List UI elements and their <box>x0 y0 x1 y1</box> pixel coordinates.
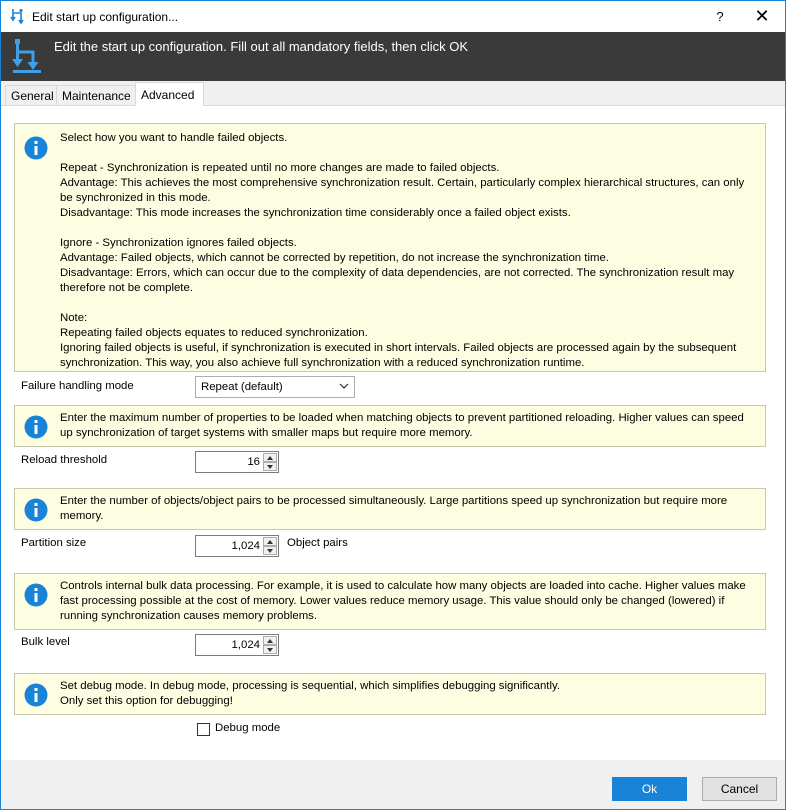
caret-up-icon <box>267 540 273 544</box>
info-line: Only set this option for debugging! <box>60 695 233 707</box>
spin-up-button[interactable] <box>263 636 277 645</box>
window-title: Edit start up configuration... <box>32 10 179 24</box>
spin-up-button[interactable] <box>263 537 277 546</box>
tab-advanced[interactable]: Advanced <box>135 82 204 106</box>
failure-handling-label: Failure handling mode <box>21 380 134 392</box>
info-line: Ignore - Synchronization ignores failed objects. <box>60 237 297 249</box>
bulk-level-value: 1,024 <box>231 639 260 651</box>
info-icon <box>24 683 48 707</box>
dialog-footer <box>1 760 785 809</box>
caret-down-icon <box>267 465 273 469</box>
info-icon <box>24 136 48 160</box>
spin-down-button[interactable] <box>263 645 277 654</box>
caret-down-icon <box>267 648 273 652</box>
banner-text: Edit the start up configuration. Fill out all mandatory fields, then click OK <box>54 39 469 54</box>
bulk-level-label: Bulk level <box>21 636 70 648</box>
partition-size-value: 1,024 <box>231 540 260 552</box>
info-line: Advantage: This achieves the most comprehensive synchronization result. Certain, particularly complex hierarchical structures, can only be synchronized in this mode. <box>60 177 745 204</box>
title-bar[interactable] <box>1 1 785 32</box>
sync-arrows-icon <box>10 8 26 24</box>
partition-size-label: Partition size <box>21 537 87 549</box>
info-line: Select how you want to handle failed objects. <box>60 132 288 144</box>
failure-handling-info <box>14 123 766 372</box>
spin-down-button[interactable] <box>263 462 277 471</box>
info-line: Repeating failed objects equates to reduced synchronization. <box>60 327 368 339</box>
chevron-down-icon <box>339 381 349 391</box>
bulk-level-spinner[interactable] <box>195 634 279 656</box>
debug-info-text <box>60 679 755 709</box>
ok-button[interactable]: Ok <box>612 777 687 801</box>
partition-size-info <box>14 488 766 530</box>
info-line: Set debug mode. In debug mode, processing is sequential, which simplifies debugging significantly. <box>60 680 561 692</box>
reload-threshold-info <box>14 405 766 447</box>
debug-mode-label[interactable]: Debug mode <box>215 722 281 734</box>
info-line: Disadvantage: This mode increases the synchronization time considerably once a failed object exists. <box>60 207 571 219</box>
info-icon <box>24 415 48 439</box>
spin-up-button[interactable] <box>263 453 277 462</box>
spin-down-button[interactable] <box>263 546 277 555</box>
info-line: Advantage: Failed objects, which cannot be corrected by repetition, do not increase the synchronization time. <box>60 252 609 264</box>
bulk-info-text: Controls internal bulk data processing. For example, it is used to calculate how many objects are loaded into cache. Higher values make fast processing possible at the cost of memory. Lower values reduce memory usage. This value should only be changed (lowered) if running synchronization causes memory problems. <box>60 580 746 622</box>
debug-mode-info <box>14 673 766 715</box>
failure-handling-select[interactable] <box>195 376 355 398</box>
tab-general[interactable]: General <box>5 85 57 105</box>
reload-info-text: Enter the maximum number of properties to be loaded when matching objects to prevent partitioned reloading. Higher values can speed up synchronization of target systems with smaller maps but require more memory. <box>60 412 744 439</box>
reload-threshold-spinner[interactable] <box>195 451 279 473</box>
caret-up-icon <box>267 456 273 460</box>
info-line: Ignoring failed objects is useful, if synchronization is executed in short intervals. Failed objects are processed again by the subsequent synchronization. This way, you also achieve full synchronization with a reduced synchronization runtime. <box>60 342 737 369</box>
info-icon <box>24 583 48 607</box>
info-line: Repeat - Synchronization is repeated until no more changes are made to failed objects. <box>60 162 500 174</box>
caret-up-icon <box>267 639 273 643</box>
partition-unit-label: Object pairs <box>287 537 348 549</box>
failure-handling-value: Repeat (default) <box>201 381 283 393</box>
partition-info-text: Enter the number of objects/object pairs to be processed simultaneously. Large partitions speed up synchronization but require more memory. <box>60 495 728 522</box>
advanced-tab-content <box>3 106 783 760</box>
reload-threshold-value: 16 <box>247 456 260 468</box>
help-button[interactable]: ? <box>716 9 724 24</box>
reload-threshold-label: Reload threshold <box>21 454 108 466</box>
header-banner <box>1 32 785 81</box>
close-button[interactable]: ✕ <box>754 6 770 26</box>
bulk-level-info <box>14 573 766 630</box>
cancel-button[interactable]: Cancel <box>702 777 777 801</box>
info-line: Disadvantage: Errors, which can occur due to the complexity of data dependencies, are not corrected. The synchronization result may therefore not be complete. <box>60 267 735 294</box>
caret-down-icon <box>267 549 273 553</box>
debug-mode-checkbox[interactable] <box>197 723 210 736</box>
sync-arrows-icon <box>11 37 43 75</box>
failure-info-text <box>60 131 755 371</box>
info-icon <box>24 498 48 522</box>
info-line: Note: <box>60 312 88 324</box>
partition-size-spinner[interactable] <box>195 535 279 557</box>
tab-maintenance[interactable]: Maintenance <box>56 85 136 105</box>
